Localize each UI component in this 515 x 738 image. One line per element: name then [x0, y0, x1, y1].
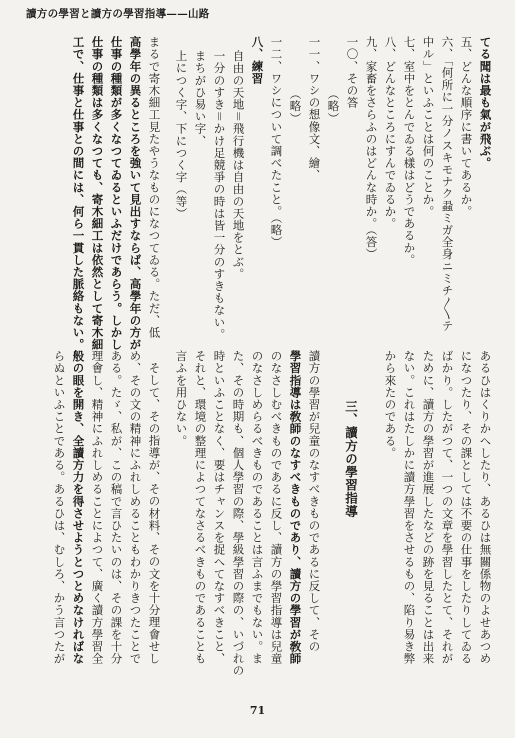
- text-column: 仕事の種類が多くなつてゐるといふだけであらう。しかし: [109, 36, 124, 351]
- text-column: 般の眼を開き、全讀方力を得させようとつとめなければな: [71, 350, 86, 665]
- text-column: てる聞は最も氣が飛ぶ。: [478, 36, 493, 170]
- text-column: （略）: [326, 88, 341, 125]
- text-column: 仕事の種類は多くなつても、寄木細工は依然として寄木細: [90, 36, 105, 351]
- text-column: 八、練習: [250, 36, 265, 85]
- text-column: 九、家畜をさらふのはどんな時か。（答）: [364, 36, 379, 261]
- page-number: 71: [249, 704, 266, 717]
- text-column: 自由の天地＝飛行機は自由の天地をとぶ。: [231, 50, 246, 280]
- text-column: 七、室中をとんでゐる樣はどうであるか。: [402, 36, 417, 266]
- text-column: 時といふことなく、要はチャンスを捉へてなすべきこと、: [212, 350, 227, 665]
- text-column: そして、その指導が、その材料、その文を十分理會せし: [147, 362, 162, 665]
- text-column: 工で、仕事と仕事との間には、何ら一貫した脈絡もない。: [71, 36, 86, 351]
- text-column: まるで寄木細工見たやうなものになつてゐる。ただ、低: [147, 36, 162, 339]
- text-column: た、その時期も、個人學習の際、學級學習の際の、いづれの: [231, 350, 246, 677]
- text-column: め、その文の精神にふれしめることもわかりきつたことで: [128, 350, 143, 665]
- text-column: になつたり、その課としては不要の仕事をしたりしてゐる: [459, 350, 474, 665]
- text-column: のなさしむべきものであるに反し、讀方の學習指導は兒童: [269, 350, 284, 665]
- text-column: ない。これはたしかに讀方學習をさせるもの、陷り易き弊: [402, 350, 417, 665]
- text-column: 讀方の學習が兒童のなすべきものであるに反して、その: [307, 350, 322, 653]
- text-column: それと、環境の整理によつてなさるべきものであることも: [193, 350, 208, 665]
- text-column: 言ふを用ひない。: [174, 350, 189, 447]
- text-column: 上につく字、下につく字（等）: [174, 50, 189, 220]
- text-column: ために、讀方の學習が進展したなどの跡を見ることは出来: [421, 350, 436, 665]
- text-column: 一一、ワシの想像文、繪、: [307, 36, 322, 182]
- text-column: 一〇、その答: [345, 36, 360, 109]
- running-header: 讀方の學習と讀方の學習指導——山路: [26, 8, 210, 20]
- text-column: 八、どんなところにすんでゐるか。: [383, 36, 398, 230]
- section-heading: 三、讀方の學習指導: [343, 400, 359, 518]
- text-column: から來たのである。: [383, 350, 398, 459]
- text-column: まちがひ易い字、: [193, 50, 208, 147]
- text-column: 一二、ワシについて調べたこと。（略）: [269, 36, 284, 249]
- text-column: 六、「何所に一分ノスキモナク蝨ミガ全身ニミチ〳〵テ: [440, 36, 455, 333]
- text-column: 高學年の異るところを強いて見出すならば、高學年の方が: [128, 36, 143, 351]
- text-column: 中ル」といふことは何のことか。: [421, 36, 436, 218]
- text-column: ある。たゞ、私が、この稿で言ひたいのは、その課を十分: [109, 350, 124, 665]
- text-column: のなさしめらるべきものであることは言ふまでもない。ま: [250, 350, 265, 665]
- text-column: 理會し、精神にふれしめることによつて、廣く讀方學習全: [90, 350, 105, 665]
- text-column: 學習指導は敎師のなすべきものであり、讀方の學習が敎師: [288, 350, 303, 665]
- text-column: ばかり。したがつて、一つの文章を學習したとて、それが: [440, 350, 455, 665]
- text-column: 五、どんな順序に書いてあるか。: [459, 36, 474, 218]
- text-column: らぬといふことである。あるひは、むしろ、かう言つたが: [52, 350, 67, 665]
- text-column: あるひはくりかへしたり、あるひは無關係物のよせあつめ: [478, 350, 493, 665]
- text-column: （略）: [288, 88, 303, 125]
- text-column: 一分のすき＝かけ足競爭の時は皆一分のすきもない。: [212, 50, 227, 341]
